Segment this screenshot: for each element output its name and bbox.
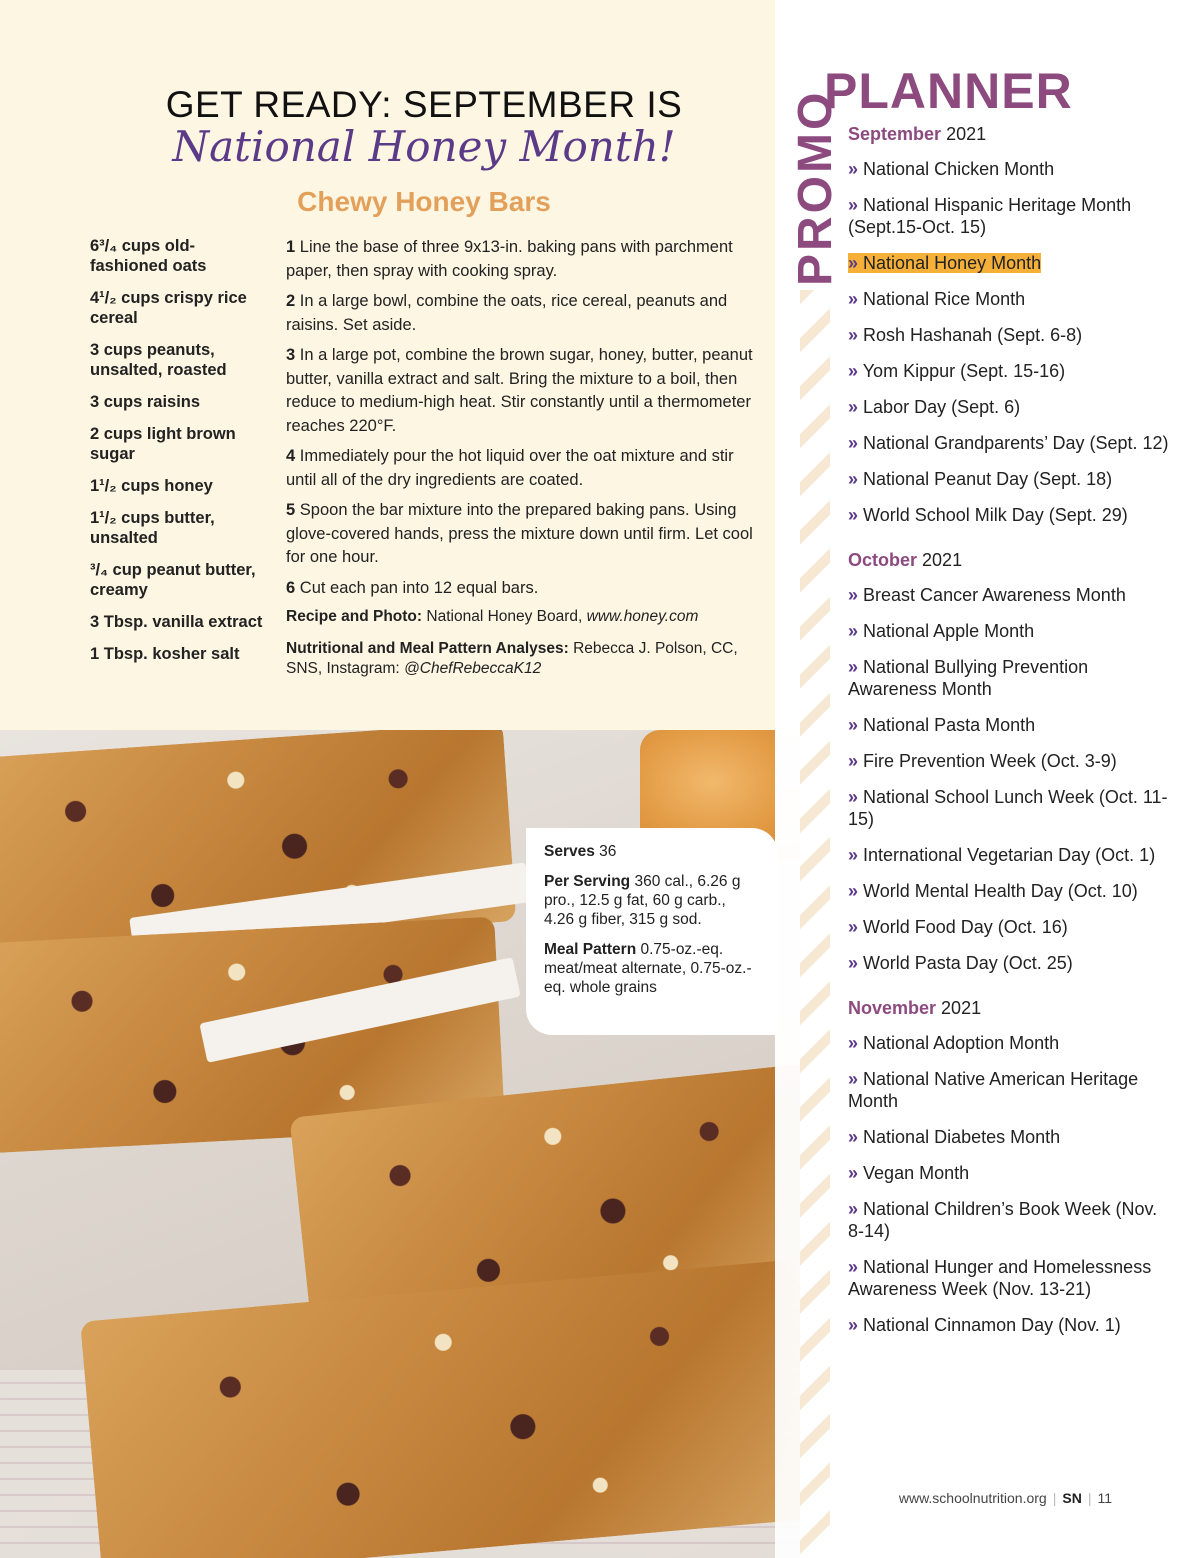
event-text: National Pasta Month bbox=[863, 715, 1036, 735]
ingredient-item: 1 Tbsp. kosher salt bbox=[90, 645, 240, 663]
month-block bbox=[848, 548, 1178, 974]
headline-italic: National Honey Month! bbox=[172, 122, 676, 171]
planner-event bbox=[848, 1068, 1178, 1112]
event-text: World Pasta Day (Oct. 25) bbox=[863, 953, 1073, 973]
meal-pattern-value: 0.75-oz.-eq. meat/meat alternate, 0.75-oz.-eq. whole grains bbox=[544, 941, 752, 996]
event-line bbox=[848, 361, 1065, 381]
planner-event bbox=[848, 714, 1178, 736]
event-line bbox=[848, 159, 1054, 179]
event-text: Labor Day (Sept. 6) bbox=[863, 397, 1021, 417]
step-text: In a large pot, combine the brown sugar, honey, butter, peanut butter, vanilla extract and salt. Bring the mixture to a boil, then reduce to medium-high heat. Stir constantly until a thermometer reaches 220°F. bbox=[286, 346, 753, 435]
step-text: Immediately pour the hot liquid over the oat mixture and stir until all of the dry ingredients are coated. bbox=[286, 447, 734, 489]
step bbox=[286, 577, 764, 601]
event-line bbox=[848, 1069, 1138, 1111]
arrow-icon: » bbox=[848, 881, 859, 901]
event-text: National Cinnamon Day (Nov. 1) bbox=[863, 1315, 1121, 1335]
planner-event bbox=[848, 158, 1178, 180]
event-line bbox=[848, 881, 1138, 901]
step-number: 2 bbox=[286, 292, 296, 310]
event-text: National Hunger and Homelessness Awareness Week (Nov. 13-21) bbox=[848, 1257, 1152, 1299]
event-text: National Peanut Day (Sept. 18) bbox=[863, 469, 1113, 489]
page-footer bbox=[899, 1490, 1112, 1506]
event-line bbox=[848, 325, 1082, 345]
arrow-icon: » bbox=[848, 1257, 859, 1277]
month-name: September bbox=[848, 124, 942, 144]
planner-event bbox=[848, 620, 1178, 642]
event-line bbox=[848, 787, 1168, 829]
planner-event bbox=[848, 584, 1178, 606]
arrow-icon: » bbox=[848, 657, 859, 677]
event-text: Yom Kippur (Sept. 15-16) bbox=[862, 361, 1066, 381]
event-text: National Children’s Book Week (Nov. 8-14) bbox=[848, 1199, 1158, 1241]
step bbox=[286, 499, 764, 570]
planner-event bbox=[848, 1032, 1178, 1054]
planner-event bbox=[848, 844, 1178, 866]
arrow-icon: » bbox=[848, 585, 859, 605]
month-year: 2021 bbox=[946, 124, 987, 144]
month-block bbox=[848, 122, 1178, 526]
arrow-icon: » bbox=[848, 715, 859, 735]
arrow-icon: » bbox=[848, 159, 859, 179]
event-line bbox=[848, 657, 1088, 699]
event-line bbox=[848, 1033, 1059, 1053]
analysis-label: Nutritional and Meal Pattern Analyses: bbox=[286, 640, 569, 657]
event-line bbox=[848, 845, 1155, 865]
planner-event bbox=[848, 396, 1178, 418]
event-text: National Adoption Month bbox=[863, 1033, 1060, 1053]
event-line bbox=[848, 1315, 1121, 1335]
step-number: 6 bbox=[286, 578, 296, 597]
month-name: October bbox=[848, 550, 918, 570]
recipe-steps bbox=[286, 236, 764, 691]
per-serving bbox=[544, 872, 760, 929]
planner-event bbox=[848, 288, 1178, 310]
event-text: National Diabetes Month bbox=[863, 1127, 1061, 1147]
event-text: National Rice Month bbox=[863, 289, 1026, 309]
event-text: Vegan Month bbox=[863, 1163, 970, 1183]
event-text: World Food Day (Oct. 16) bbox=[863, 917, 1068, 937]
planner-event bbox=[848, 504, 1178, 526]
credit-text: National Honey Board, bbox=[426, 608, 587, 625]
arrow-icon: » bbox=[848, 621, 859, 641]
event-line bbox=[848, 715, 1035, 735]
planner-event bbox=[848, 324, 1178, 346]
event-text: World School Milk Day (Sept. 29) bbox=[863, 505, 1128, 525]
event-line bbox=[848, 953, 1073, 973]
arrow-icon: » bbox=[848, 1199, 859, 1219]
recipe-credit bbox=[286, 607, 764, 627]
credit-url[interactable]: www.honey.com bbox=[586, 608, 699, 625]
arrow-icon: » bbox=[848, 917, 859, 937]
arrow-icon: » bbox=[848, 505, 859, 525]
step-text: Spoon the bar mixture into the prepared baking pans. Using glove-covered hands, press the mixture down until firm. Let cool for one hour. bbox=[286, 501, 753, 566]
event-line bbox=[848, 621, 1034, 641]
step-number: 1 bbox=[286, 238, 296, 256]
serves-label: Serves bbox=[544, 843, 595, 860]
step bbox=[286, 236, 764, 283]
step-text: Cut each pan into 12 equal bars. bbox=[299, 578, 539, 597]
event-line bbox=[848, 195, 1131, 237]
planner-event bbox=[848, 916, 1178, 938]
footer-brand: SN bbox=[1062, 1490, 1082, 1506]
planner-event bbox=[848, 252, 1178, 274]
planner-event bbox=[848, 194, 1178, 238]
step-number: 3 bbox=[286, 346, 296, 364]
nutrition-box bbox=[526, 828, 778, 1035]
month-year: 2021 bbox=[922, 550, 963, 570]
arrow-icon: » bbox=[848, 195, 859, 215]
event-text: National Apple Month bbox=[863, 621, 1035, 641]
serves-value: 36 bbox=[599, 843, 617, 860]
planner-event bbox=[848, 1256, 1178, 1300]
promo-vertical-title: PROMO bbox=[789, 89, 842, 286]
month-heading bbox=[848, 996, 1178, 1020]
planner-event bbox=[848, 1314, 1178, 1336]
analysis-credit bbox=[286, 639, 764, 679]
planner-event bbox=[848, 1162, 1178, 1184]
event-text: National School Lunch Week (Oct. 11-15) bbox=[848, 787, 1168, 829]
serves bbox=[544, 842, 760, 861]
arrow-icon: » bbox=[848, 1163, 859, 1183]
event-text: National Native American Heritage Month bbox=[848, 1069, 1139, 1111]
event-line bbox=[848, 1163, 969, 1183]
credit-label: Recipe and Photo: bbox=[286, 608, 423, 625]
event-line bbox=[848, 1257, 1151, 1299]
step bbox=[286, 290, 764, 337]
arrow-icon: » bbox=[848, 845, 859, 865]
event-line bbox=[848, 397, 1020, 417]
decorative-stripes bbox=[800, 290, 830, 1558]
event-line bbox=[848, 917, 1068, 937]
event-line bbox=[848, 751, 1117, 771]
ingredient-item: 3 Tbsp. vanilla extract bbox=[90, 613, 263, 631]
event-line bbox=[848, 433, 1169, 453]
event-text: Breast Cancer Awareness Month bbox=[863, 585, 1126, 605]
planner-event bbox=[848, 750, 1178, 772]
step-number: 5 bbox=[286, 501, 296, 519]
event-text: Rosh Hashanah (Sept. 6-8) bbox=[863, 325, 1083, 345]
arrow-icon: » bbox=[848, 1315, 859, 1335]
event-text: National Bullying Prevention Awareness Month bbox=[848, 657, 1089, 699]
ingredient-list bbox=[90, 236, 270, 676]
event-line bbox=[848, 585, 1126, 605]
per-serving-label: Per Serving bbox=[544, 873, 631, 890]
meal-pattern bbox=[544, 940, 760, 997]
event-text: International Vegetarian Day (Oct. 1) bbox=[863, 845, 1156, 865]
arrow-icon: » bbox=[848, 433, 859, 453]
planner-event bbox=[848, 1126, 1178, 1148]
planner-event bbox=[848, 656, 1178, 700]
arrow-icon: » bbox=[848, 1069, 859, 1089]
per-serving-value: 360 cal., 6.26 g pro., 12.5 g fat, 60 g carb., 4.26 g fiber, 315 g sod. bbox=[544, 873, 741, 928]
step bbox=[286, 445, 764, 492]
planner-event bbox=[848, 952, 1178, 974]
event-text: World Mental Health Day (Oct. 10) bbox=[863, 881, 1138, 901]
event-text: National Grandparents’ Day (Sept. 12) bbox=[863, 433, 1169, 453]
step-text: In a large bowl, combine the oats, rice cereal, peanuts and raisins. Set aside. bbox=[286, 292, 728, 334]
planner-event bbox=[848, 786, 1178, 830]
event-text: National Chicken Month bbox=[863, 159, 1055, 179]
month-year: 2021 bbox=[941, 998, 982, 1018]
meal-pattern-label: Meal Pattern bbox=[544, 941, 637, 958]
event-line bbox=[848, 1199, 1157, 1241]
step-number: 4 bbox=[286, 447, 296, 465]
arrow-icon: » bbox=[848, 325, 859, 345]
analysis-handle: @ChefRebeccaK12 bbox=[404, 660, 542, 677]
month-heading bbox=[848, 122, 1178, 146]
arrow-icon: » bbox=[848, 751, 859, 771]
month-heading bbox=[848, 548, 1178, 572]
planner-event bbox=[848, 432, 1178, 454]
arrow-icon: » bbox=[848, 787, 859, 807]
ingredient-item: ³/₄ cup peanut butter, creamy bbox=[90, 561, 256, 599]
event-text: National Hispanic Heritage Month (Sept.15-Oct. 15) bbox=[848, 195, 1132, 237]
event-text: National Honey Month bbox=[863, 253, 1042, 273]
ingredient-item: 3 cups raisins bbox=[90, 393, 201, 411]
arrow-icon: » bbox=[848, 1033, 859, 1053]
footer-url[interactable]: www.schoolnutrition.org bbox=[898, 1490, 1047, 1506]
planner-list bbox=[848, 122, 1178, 1358]
recipe-title: Chewy Honey Bars bbox=[297, 186, 551, 217]
arrow-icon: » bbox=[848, 469, 859, 489]
ingredient-item: 4¹/₂ cups crispy rice cereal bbox=[90, 289, 247, 327]
headline: GET READY: SEPTEMBER IS bbox=[165, 84, 683, 125]
planner-event bbox=[848, 468, 1178, 490]
arrow-icon: » bbox=[848, 953, 859, 973]
step-text: Line the base of three 9x13-in. baking pans with parchment paper, then spray with cooking spray. bbox=[286, 238, 733, 280]
step bbox=[286, 344, 764, 438]
granola-bar-image bbox=[80, 1259, 800, 1558]
event-line bbox=[848, 469, 1112, 489]
ingredient-item: 2 cups light brown sugar bbox=[90, 425, 236, 463]
arrow-icon: » bbox=[848, 253, 859, 273]
arrow-icon: » bbox=[848, 1127, 859, 1147]
arrow-icon: » bbox=[848, 361, 859, 381]
page-number: 11 bbox=[1097, 1490, 1112, 1506]
event-line bbox=[848, 1127, 1060, 1147]
footer-separator: | bbox=[1087, 1490, 1092, 1506]
planner-event bbox=[848, 1198, 1178, 1242]
month-block bbox=[848, 996, 1178, 1336]
month-name: November bbox=[848, 998, 937, 1018]
event-line bbox=[848, 505, 1128, 525]
ingredient-item: 6³/₄ cups old-fashioned oats bbox=[90, 237, 207, 275]
event-line bbox=[848, 289, 1025, 309]
ingredient-item: 3 cups peanuts, unsalted, roasted bbox=[90, 341, 227, 379]
analysis-text: Rebecca J. Polson, CC, SNS, Instagram: bbox=[286, 640, 738, 677]
planner-event bbox=[848, 360, 1178, 382]
arrow-icon: » bbox=[848, 289, 859, 309]
highlighted-event bbox=[848, 253, 1041, 273]
planner-title: PLANNER bbox=[824, 63, 1073, 119]
footer-separator: | bbox=[1052, 1490, 1057, 1506]
ingredient-item: 1¹/₂ cups butter, unsalted bbox=[90, 509, 215, 547]
ingredient-item: 1¹/₂ cups honey bbox=[90, 477, 213, 495]
arrow-icon: » bbox=[848, 397, 859, 417]
planner-event bbox=[848, 880, 1178, 902]
event-text: Fire Prevention Week (Oct. 3-9) bbox=[863, 751, 1117, 771]
